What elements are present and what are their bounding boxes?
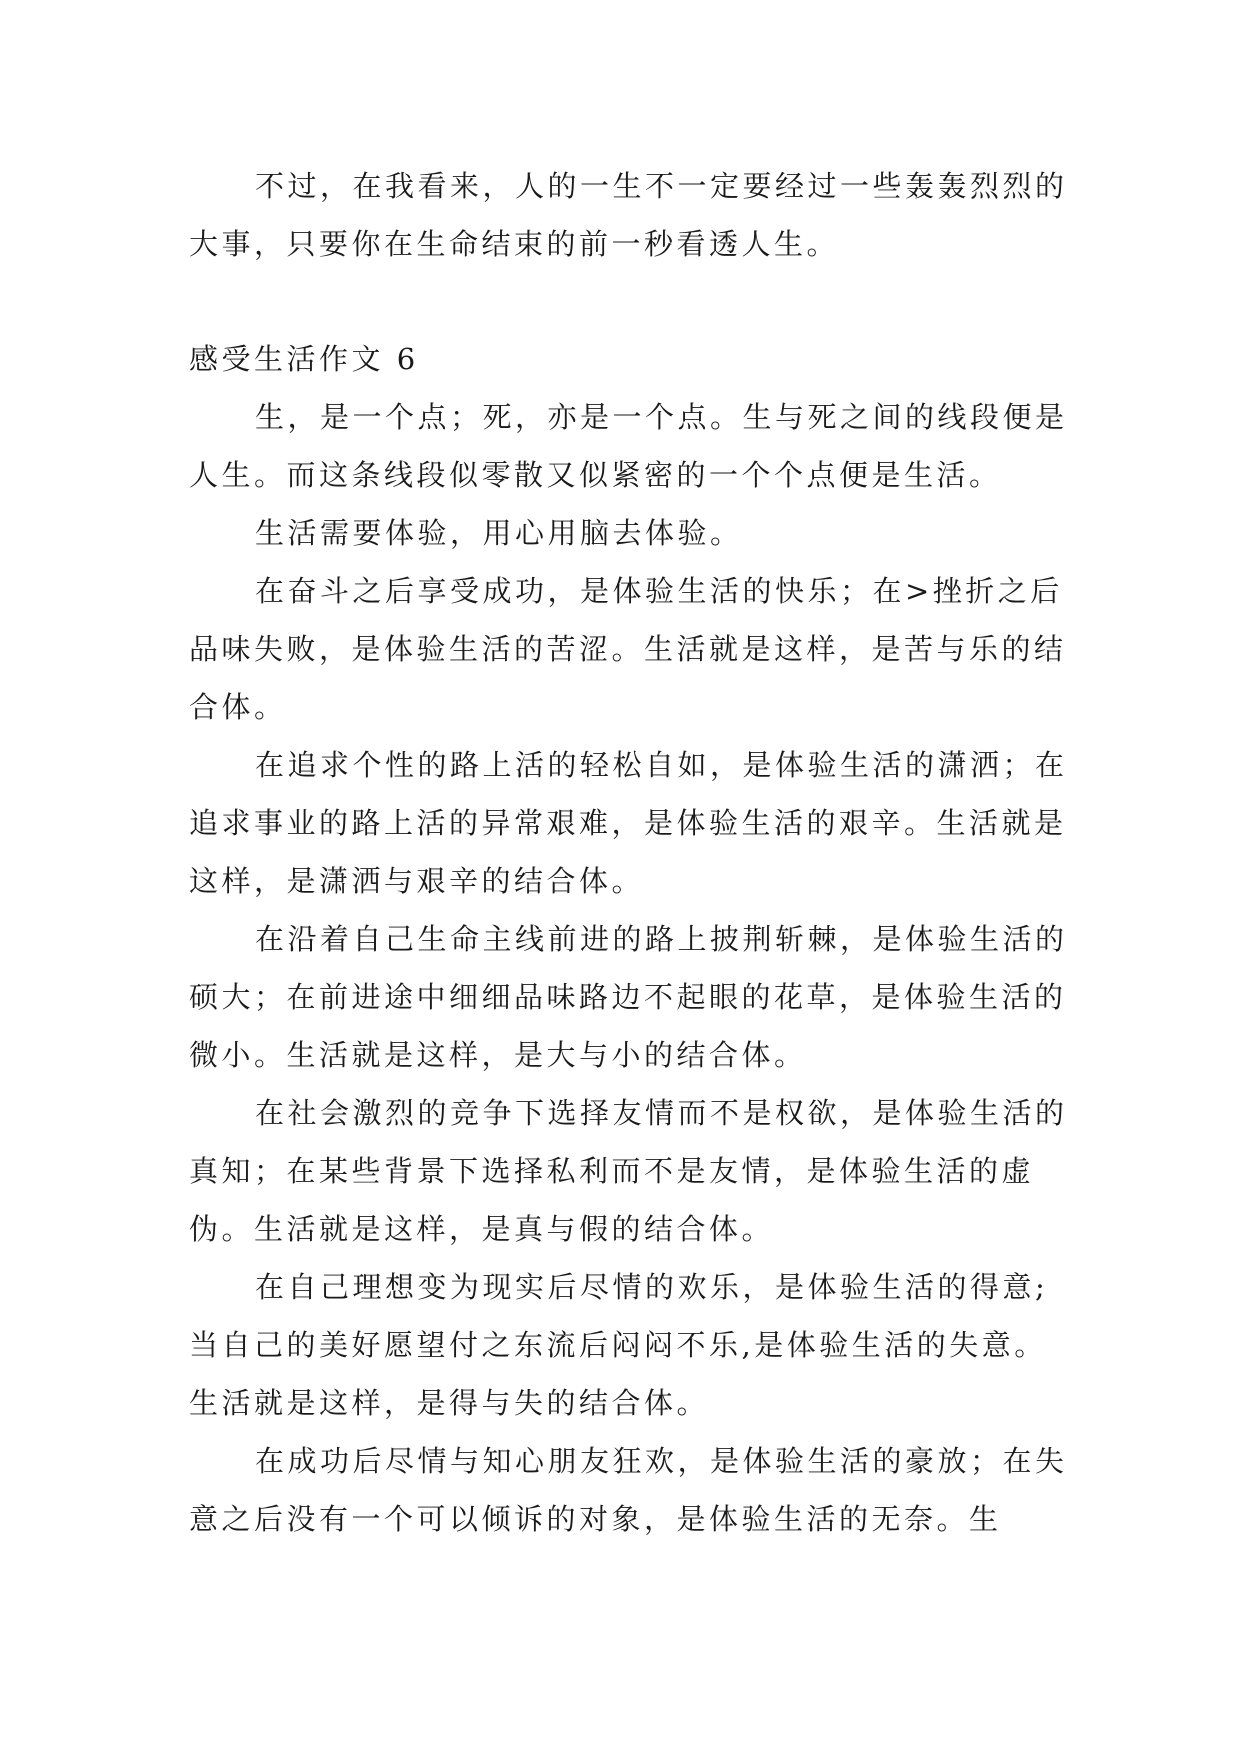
paragraph: 在自己理想变为现实后尽情的欢乐，是体验生活的得意;当自己的美好愿望付之东流后闷闷不乐,是体验生活的失意。生活就是这样，是得与失的结合体。 bbox=[189, 1270, 1049, 1420]
paragraph: 在追求个性的路上活的轻松自如，是体验生活的潇洒；在追求事业的路上活的异常艰难，是体验生活的艰辛。生活就是这样，是潇洒与艰辛的结合体。 bbox=[189, 748, 1068, 898]
intro-paragraph: 不过，在我看来，人的一生不一定要经过一些轰轰烈烈的大事，只要你在生命结束的前一秒看透人生。 bbox=[189, 169, 1068, 261]
paragraph: 在成功后尽情与知心朋友狂欢，是体验生活的豪放；在失意之后没有一个可以倾诉的对象，是体验生活的无奈。生 bbox=[189, 1444, 1068, 1536]
paragraph: 在社会激烈的竞争下选择友情而不是权欲，是体验生活的真知；在某些背景下选择私利而不是友情，是体验生活的虚伪。生活就是这样，是真与假的结合体。 bbox=[189, 1096, 1068, 1246]
paragraph: 生，是一个点；死，亦是一个点。生与死之间的线段便是人生。而这条线段似零散又似紧密的一个个点便是生活。 bbox=[189, 400, 1068, 492]
paragraph: 在沿着自己生命主线前进的路上披荆斩棘，是体验生活的硕大；在前进途中细细品味路边不起眼的花草，是体验生活的微小。生活就是这样，是大与小的结合体。 bbox=[189, 922, 1068, 1072]
paragraph: 生活需要体验，用心用脑去体验。 bbox=[255, 516, 743, 550]
essay-section bbox=[189, 330, 1069, 1548]
paragraph: 在奋斗之后享受成功，是体验生活的快乐；在>挫折之后品味失败，是体验生活的苦涩。生活就是这样，是苦与乐的结合体。 bbox=[189, 574, 1067, 724]
intro-block bbox=[189, 157, 1069, 273]
section-title: 感受生活作文 6 bbox=[189, 342, 419, 376]
